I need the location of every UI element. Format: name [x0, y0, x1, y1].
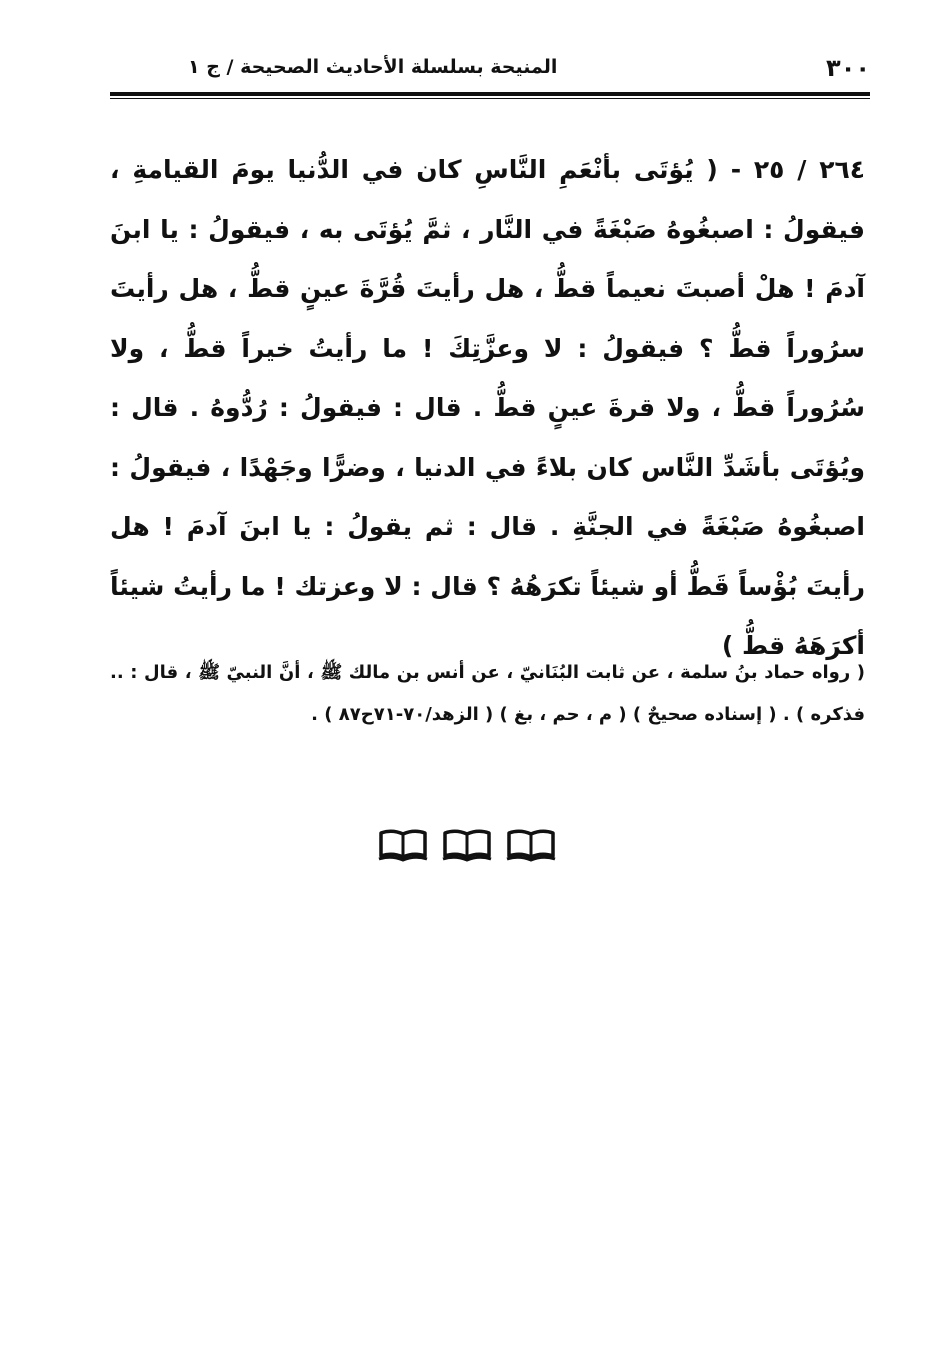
hadith-number: ٢٦٤ / ٢٥ -	[717, 155, 865, 184]
open-book-icon	[506, 828, 556, 862]
running-title: المنيحة بسلسلة الأحاديث الصحيحة / ج ١	[188, 56, 558, 78]
takhrij-footnote: ( رواه حماد بنُ سلمة ، عن ثابت البُنَانيّ ، عن أنس بن مالك ﷺ ، أنَّ النبيّ ﷺ ، قال : .. فذكره ) . ( إسناده صحيحٌ ) ( م ، حم ، بغ ) ( الزهد/٧٠-٧١ح٨٧ ) .	[110, 662, 865, 725]
header-rule-thick	[110, 92, 870, 96]
hadith-text: ( يُؤتَى بأنْعَمِ النَّاسِ كان في الدُّنيا يومَ القيامةِ ، فيقولُ : اصبغُوهُ صَبْغَةً في النَّار ، ثمَّ يُؤتَى به ، فيقولُ : يا ابنَ آدمَ ! هلْ أصبتَ نعيماً قطُّ ، هل رأيتَ قُرَّةَ عينٍ قطُّ ، هل رأيتَ سرُوراً قطُّ ؟ فيقولُ : لا وعزَّتِكَ ! ما رأيتُ خيراً قطُّ ، ولا سُرُوراً قطُّ ، ولا قرةَ عينٍ قطُّ . قال : فيقولُ : رُدُّوهُ . قال : ويُؤتَى بأشَدِّ النَّاس كان بلاءً في الدنيا ، وضرًّا وجَهْدًا ، فيقولُ : اصبغُوهُ صَبْغَةً في الجنَّةِ . قال : ثم يقولُ : يا ابنَ آدمَ ! هل رأيتَ بُؤْساً قَطُّ أو شيئاً تكرَهُهُ ؟ قال : لا وعزتك ! ما رأيتُ شيئاً أكرَهَهُ قطُّ )	[110, 155, 865, 660]
header-rule-thin	[110, 98, 870, 99]
open-book-icon	[442, 828, 492, 862]
page-number: ٣٠٠	[826, 54, 870, 82]
section-ornament	[0, 828, 933, 862]
open-book-icon	[378, 828, 428, 862]
page-header	[110, 52, 870, 92]
hadith-paragraph	[110, 140, 865, 676]
